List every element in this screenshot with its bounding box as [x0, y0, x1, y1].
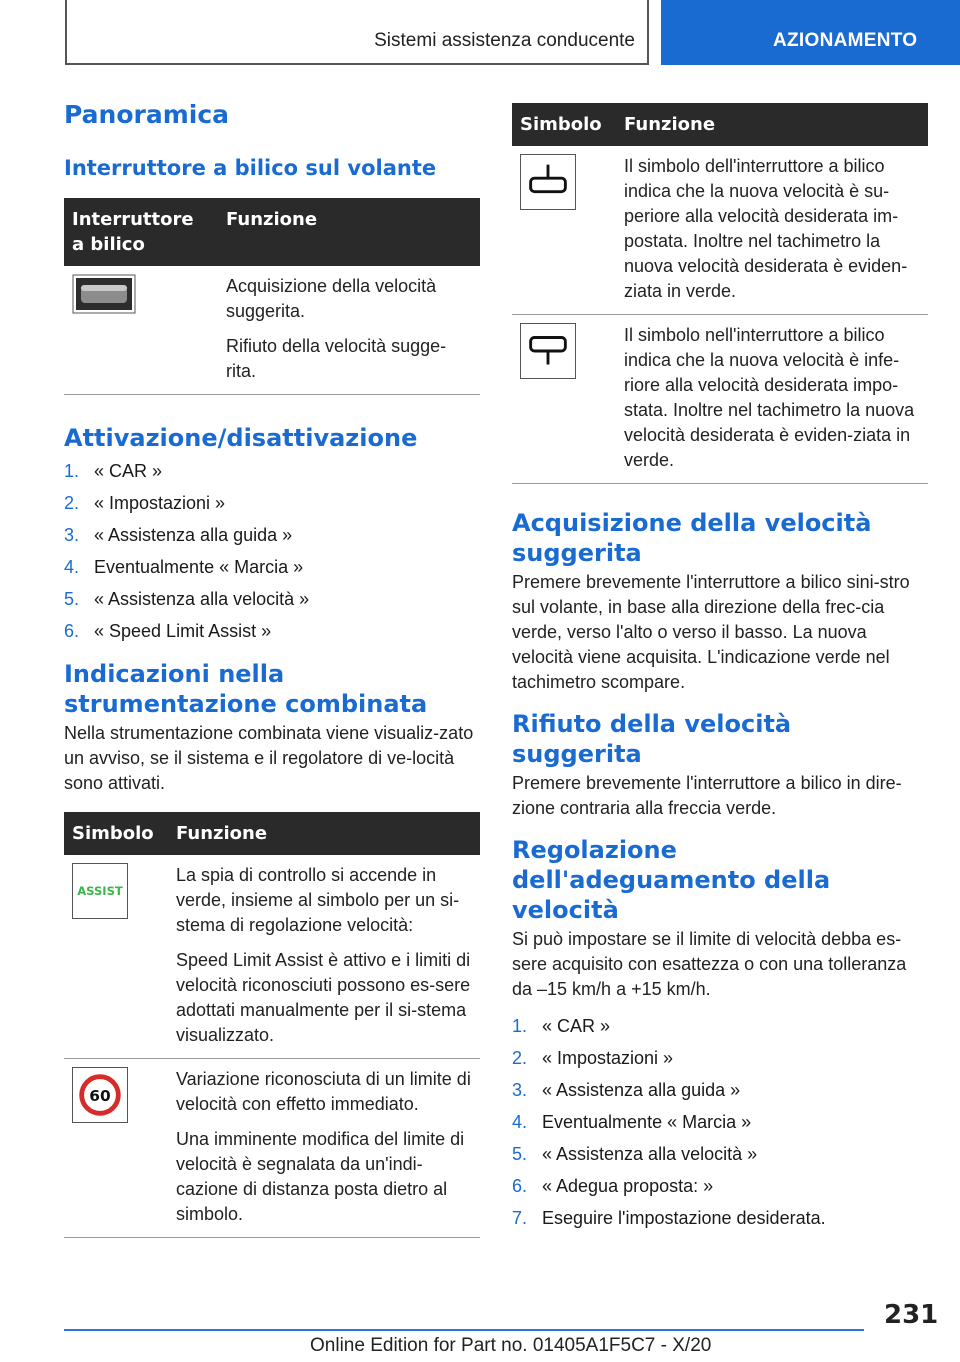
table-cell-text: Acquisizione della velocità suggerita.: [226, 276, 437, 321]
table-cell-text: Il simbolo dell'interruttore a bilico indica che la nuova velocità è su-periore alla velocità desiderata im-postata. Inoltre nel tachimetro la nuova velocità desiderata è eviden-ziata in verde.: [624, 156, 908, 301]
footer-divider: [64, 1329, 864, 1331]
step-number: 2.: [512, 1048, 528, 1068]
page-title: Panoramica: [64, 100, 230, 129]
step-text: Eventualmente « Marcia »: [94, 557, 304, 577]
table-header-switch: Interruttore a bilico: [64, 198, 218, 266]
left-column: [64, 100, 480, 1238]
list-item: [64, 519, 480, 551]
table-cell-text: Speed Limit Assist è attivo e i limiti di velocità riconosciuti possono es-sere adottati manualmente per il si-stema visualizzato.: [176, 950, 471, 1045]
speed-limit-value: 60: [89, 1086, 111, 1105]
list-item: [512, 1202, 928, 1234]
rejection-text: Premere brevemente l'interruttore a bilico in dire-zione contraria alla freccia verde.: [512, 773, 902, 818]
right-column: [512, 103, 928, 1234]
rocker-down-icon: [520, 323, 576, 379]
rocker-switch-table: [64, 198, 480, 395]
cluster-title: Indicazioni nella strumentazione combinata: [64, 660, 428, 718]
cluster-symbol-table: [64, 812, 480, 1238]
acquisition-title: Acquisizione della velocità suggerita: [512, 509, 872, 567]
step-text: « Assistenza alla guida »: [94, 525, 293, 545]
step-text: « Impostazioni »: [542, 1048, 674, 1068]
header-section-box: [65, 0, 649, 65]
list-item: [512, 1138, 928, 1170]
footer-edition: Online Edition for Part no. 01405A1F5C7 - X/20: [310, 1335, 712, 1356]
table-cell-text: Rifiuto della velocità sugge-rita.: [226, 336, 447, 381]
activation-steps: [64, 455, 480, 647]
step-number: 3.: [512, 1080, 528, 1100]
list-item: [512, 1074, 928, 1106]
list-item: [512, 1010, 928, 1042]
table-row: [64, 855, 480, 1059]
rocker-up-icon: [520, 154, 576, 210]
table-header-symbol: Simbolo: [64, 812, 168, 855]
step-text: « CAR »: [542, 1016, 611, 1036]
list-item: [64, 455, 480, 487]
table-header-symbol: Simbolo: [512, 103, 616, 146]
table-row: [64, 266, 480, 395]
table-cell-text: Variazione riconosciuta di un limite di velocità con effetto immediato.: [176, 1069, 471, 1114]
table-cell-text: La spia di controllo si accende in verde, insieme al simbolo per un si-stema di regolazione velocità:: [176, 865, 460, 935]
step-number: 7.: [512, 1208, 528, 1228]
step-number: 6.: [64, 621, 80, 641]
cluster-text: Nella strumentazione combinata viene visualiz-zato un avviso, se il sistema e il regolatore di ve-locità sono attivati.: [64, 723, 474, 793]
list-item: [64, 583, 480, 615]
table-cell-text: Il simbolo nell'interruttore a bilico indica che la nuova velocità è infe-riore alla velocità desiderata impo-stata. Inoltre nel tachimetro la nuova velocità desiderata è eviden-ziata in verde.: [624, 325, 915, 470]
list-item: [512, 1170, 928, 1202]
step-text: Eseguire l'impostazione desiderata.: [542, 1208, 826, 1228]
list-item: [64, 615, 480, 647]
step-text: « Impostazioni »: [94, 493, 226, 513]
rocker-switch-icon: [72, 274, 136, 314]
list-item: [512, 1042, 928, 1074]
assist-indicator-icon: [72, 863, 128, 919]
table-header-function: Funzione: [168, 812, 480, 855]
list-item: [512, 1106, 928, 1138]
rocker-switch-subtitle: Interruttore a bilico sul volante: [64, 156, 437, 180]
step-number: 6.: [512, 1176, 528, 1196]
page-number: 231: [884, 1300, 939, 1330]
header-chapter-label: AZIONAMENTO: [773, 30, 918, 51]
step-number: 1.: [64, 461, 80, 481]
rocker-symbol-table: [512, 103, 928, 484]
table-row: [64, 1059, 480, 1238]
rejection-title: Rifiuto della velocità suggerita: [512, 710, 792, 768]
table-header-function: Funzione: [616, 103, 928, 146]
adjustment-text: Si può impostare se il limite di velocità debba es-sere acquisito con esattezza o con una tolleranza da –15 km/h a +15 km/h.: [512, 929, 907, 999]
list-item: [64, 487, 480, 519]
step-text: « Assistenza alla velocità »: [94, 589, 310, 609]
list-item: [64, 551, 480, 583]
step-number: 1.: [512, 1016, 528, 1036]
assist-icon-label: ASSIST: [77, 883, 123, 898]
step-text: Eventualmente « Marcia »: [542, 1112, 752, 1132]
step-number: 5.: [64, 589, 80, 609]
header-section-title: Sistemi assistenza conducente: [374, 30, 635, 51]
step-text: « Assistenza alla guida »: [542, 1080, 741, 1100]
step-number: 2.: [64, 493, 80, 513]
step-text: « Adegua proposta: »: [542, 1176, 714, 1196]
step-text: « Assistenza alla velocità »: [542, 1144, 758, 1164]
activation-title: Attivazione/disattivazione: [64, 424, 418, 452]
adjustment-steps: [512, 1010, 928, 1234]
step-number: 4.: [512, 1112, 528, 1132]
speed-limit-sign-icon: [72, 1067, 128, 1123]
step-number: 3.: [64, 525, 80, 545]
table-header-function: Funzione: [218, 198, 480, 266]
adjustment-title: Regolazione dell'adeguamento della velocità: [512, 836, 831, 924]
step-number: 4.: [64, 557, 80, 577]
step-text: « Speed Limit Assist »: [94, 621, 272, 641]
table-row: [512, 146, 928, 315]
table-cell-text: Una imminente modifica del limite di velocità è segnalata da un'indi-cazione di distanza posta dietro al simbolo.: [176, 1129, 465, 1224]
header-chapter-tab[interactable]: [661, 0, 960, 65]
step-text: « CAR »: [94, 461, 163, 481]
step-number: 5.: [512, 1144, 528, 1164]
table-row: [512, 315, 928, 484]
acquisition-text: Premere brevemente l'interruttore a bilico sini-stro sul volante, in base alla direzione della frec-cia verde, verso l'alto o verso il basso. La nuova velocità viene acquisita. L'indicazione verde nel tachimetro scompare.: [512, 572, 910, 692]
